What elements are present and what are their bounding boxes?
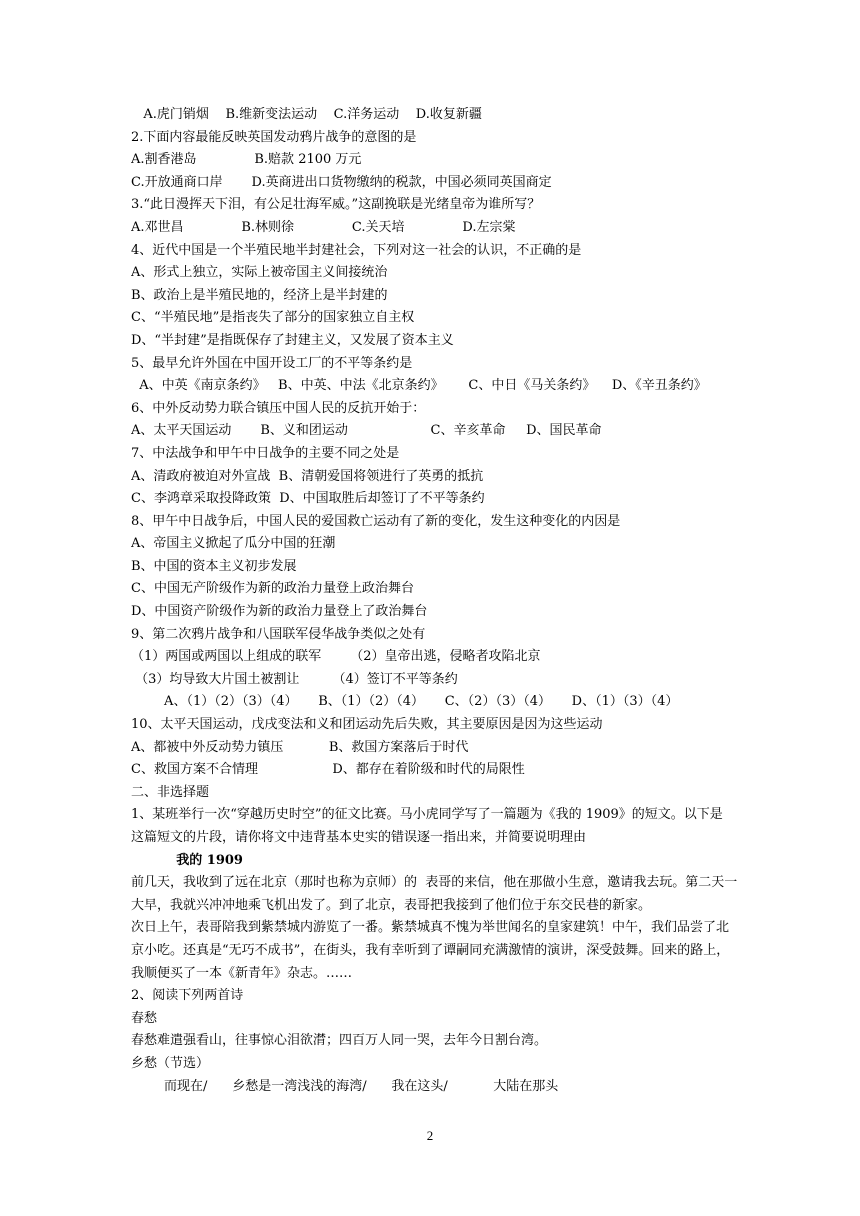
q2-stem: 2.下面内容最能反映英国发动鸦片战争的意图的是 <box>131 129 417 145</box>
q6-stem: 6、中外反动势力联合镇压中国人民的反抗开始于： <box>131 400 426 416</box>
q8-option-b: B、中国的资本主义初步发展 <box>131 558 297 574</box>
q4-stem: 4、近代中国是一个半殖民地半封建社会，下列对这一社会的认识，不正确的是 <box>131 242 582 258</box>
q9-options: A、（1）（2）（3）（4） B、（1）（2）（4） C、（2）（3）（4） D、（1）（3）（4） <box>131 694 679 710</box>
essay-prompt-line-2: 这篇短文的片段，请你将文中违背基本史实的错误逐一指出来，并简要说明理由 <box>131 830 587 845</box>
q8-option-d: D、中国资产阶级作为新的政治力量登上了政治舞台 <box>131 604 428 620</box>
section-heading: 二、非选择题 <box>131 784 210 800</box>
q6-options: A、太平天国运动 B、义和团运动 C、辛亥革命 D、国民革命 <box>131 423 602 439</box>
page-number: 2 <box>426 1128 434 1143</box>
essay-line-1: 前几天，我收到了远在北京（那时也称为京师）的 表哥的来信，他在那做小生意，邀请我去玩。第二天一 <box>131 875 738 891</box>
q9-items-34: （3）均导致大片国土被割让 （4）签订不平等条约 <box>131 671 458 687</box>
q5-stem: 5、最早允许外国在中国开设工厂的不平等条约是 <box>131 355 413 371</box>
q4-option-c: C、“半殖民地”是指丧失了部分的国家独立自主权 <box>131 310 415 326</box>
q4-option-b: B、政治上是半殖民地的，经济上是半封建的 <box>131 287 388 303</box>
q4-option-d: D、“半封建”是指既保存了封建主义，又发展了资本主义 <box>131 332 454 348</box>
q8-option-c: C、中国无产阶级作为新的政治力量登上政治舞台 <box>131 581 414 597</box>
poem-1-title: 春愁 <box>131 1010 158 1026</box>
q7-options-cd: C、李鸿章采取投降政策 D、中国取胜后却签订了不平等条约 <box>131 491 485 507</box>
q7-stem: 7、中法战争和甲午中日战争的主要不同之处是 <box>131 445 400 461</box>
q10-stem: 10、太平天国运动，戊戌变法和义和团运动先后失败，其主要原因是因为这些运动 <box>131 717 603 733</box>
q8-stem: 8、甲午中日战争后，中国人民的爱国救亡运动有了新的变化，发生这种变化的内因是 <box>131 513 621 529</box>
q9-stem: 9、第二次鸦片战争和八国联军侵华战争类似之处有 <box>131 626 426 642</box>
poem-2-text: 而现在/ 乡愁是一湾浅浅的海湾/ 我在这头/ 大陆在那头 <box>131 1078 559 1094</box>
q5-options: A、中英《南京条约》 B、中英、中法《北京条约》 C、中日《马关条约》 D、《辛丑条约》 <box>131 378 707 394</box>
essay-line-3: 次日上午，表哥陪我到紫禁城内游览了一番。紫禁城真不愧为举世闻名的皇家建筑！中午，我们品尝了北 <box>131 920 730 936</box>
essay-line-5: 我顺便买了一本《新青年》杂志。…… <box>131 965 353 981</box>
essay-line-2: 大早，我就兴冲冲地乘飞机出发了。到了北京，表哥把我接到了他们位于东交民巷的新家。 <box>131 897 652 913</box>
q8-option-a: A、帝国主义掀起了瓜分中国的狂潮 <box>131 536 336 552</box>
q2-options-ab: A.割香港岛 B.赔款 2100 万元 <box>131 152 362 168</box>
q3-options: A.邓世昌 B.林则徐 C.关天培 D.左宗棠 <box>131 219 516 235</box>
q10-options-ab: A、都被中外反动势力镇压 B、救国方案落后于时代 <box>131 739 469 755</box>
essay-prompt-line-1: 1、某班举行一次“穿越历史时空”的征文比赛。马小虎同学写了一篇题为《我的 1909》的短文。以下是 <box>131 807 723 823</box>
poem-question-stem: 2、阅读下列两首诗 <box>131 988 244 1004</box>
q1-options: A.虎门销烟 B.维新变法运动 C.洋务运动 D.收复新疆 <box>131 107 482 122</box>
poem-2-title: 乡愁（节选） <box>131 1055 210 1071</box>
q3-stem: 3.“此日漫挥天下泪，有公足壮海军威。”这副挽联是光绪皇帝为谁所写？ <box>131 197 541 213</box>
q2-options-cd: C.开放通商口岸 D.英商进出口货物缴纳的税款，中国必须同英国商定 <box>131 174 552 190</box>
essay-title: 我的 1909 <box>131 852 243 868</box>
q7-options-ab: A、清政府被迫对外宣战 B、清朝爱国将领进行了英勇的抵抗 <box>131 468 484 484</box>
document-body <box>131 104 741 1098</box>
q10-options-cd: C、救国方案不合情理 D、都存在着阶级和时代的局限性 <box>131 762 525 778</box>
q9-items-12: （1）两国或两国以上组成的联军 （2）皇帝出逃，侵略者攻陷北京 <box>131 649 541 665</box>
q4-option-a: A、形式上独立，实际上被帝国主义间接统治 <box>131 265 388 281</box>
essay-line-4: 京小吃。还真是“无巧不成书”，在街头，我有幸听到了谭嗣同充满激情的演讲，深受鼓舞。回来的路上， <box>131 942 730 958</box>
poem-1-text: 春愁难遣强看山，往事惊心泪欲潸；四百万人同一哭，去年今日割台湾。 <box>131 1033 548 1049</box>
